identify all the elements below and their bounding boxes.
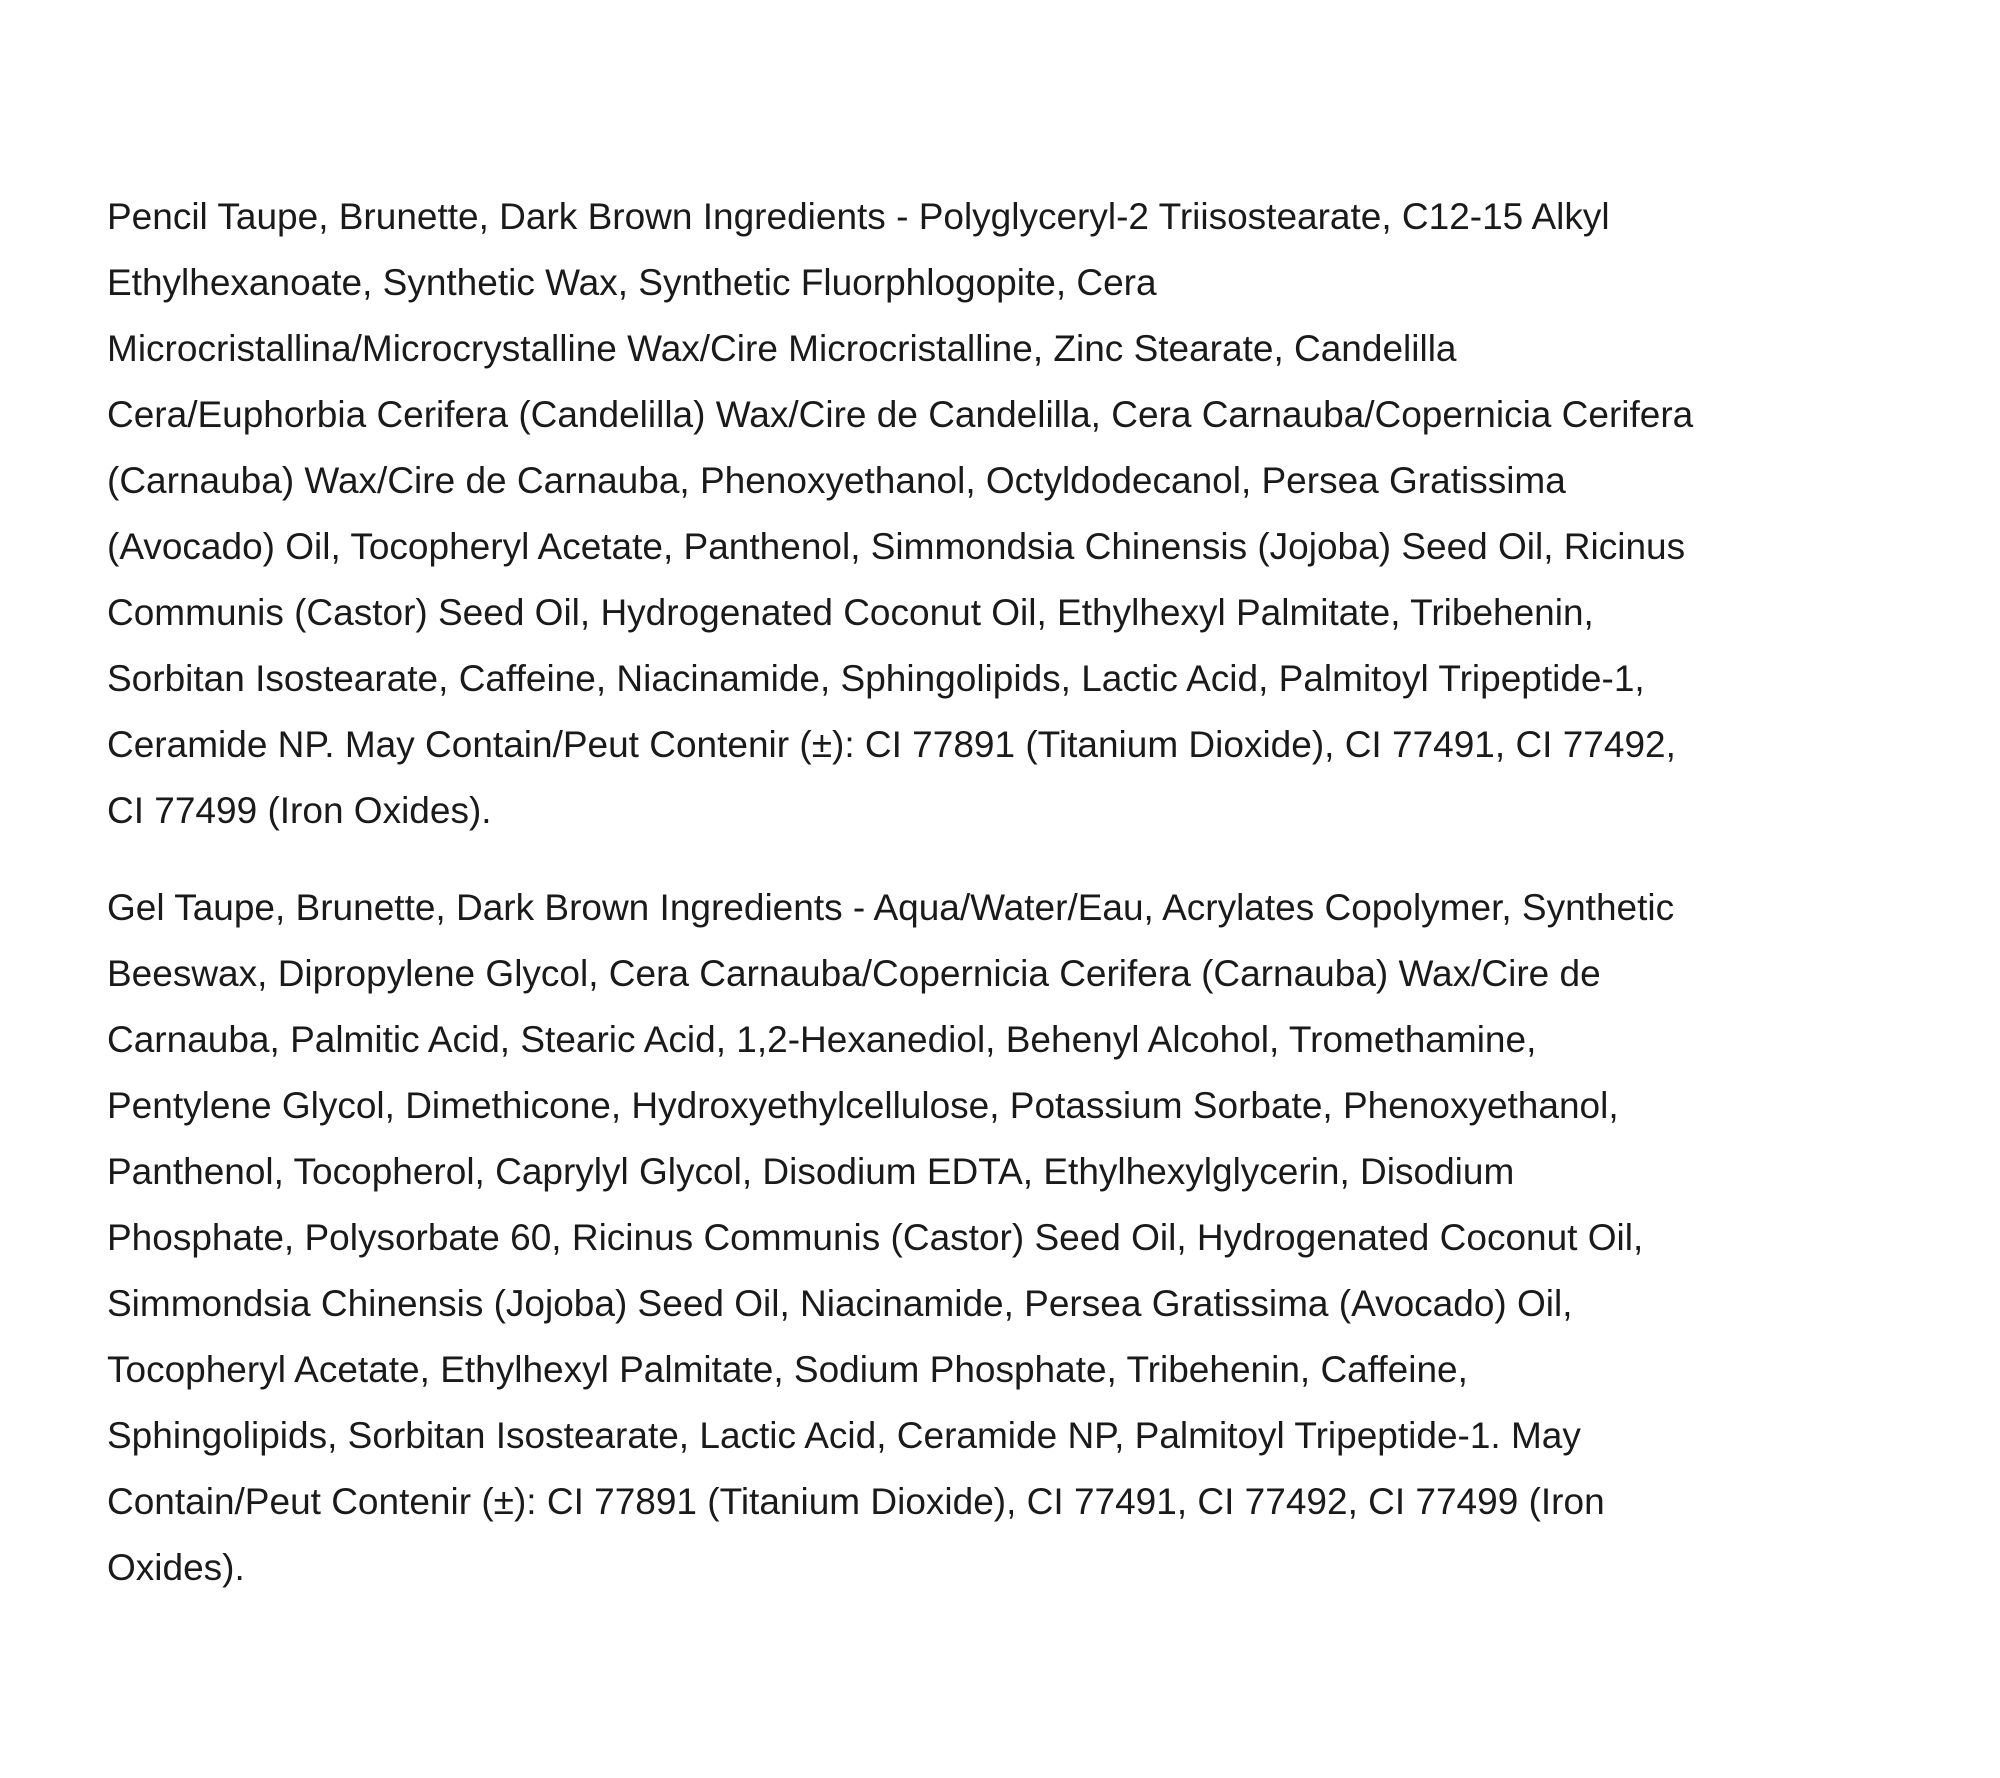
paragraph-line: Carnauba, Palmitic Acid, Stearic Acid, 1,2-Hexanediol, Behenyl Alcohol, Tromethamine, (107, 1019, 1537, 1060)
ingredients-document (107, 184, 1937, 1601)
pencil-ingredients-paragraph (107, 184, 1937, 844)
paragraph-line: Contain/Peut Contenir (±): CI 77891 (Titanium Dioxide), CI 77491, CI 77492, CI 77499 (Iron (107, 1481, 1605, 1522)
paragraph-line: Microcristallina/Microcrystalline Wax/Cire Microcristalline, Zinc Stearate, Candelilla (107, 328, 1457, 369)
paragraph-line: Sphingolipids, Sorbitan Isostearate, Lactic Acid, Ceramide NP, Palmitoyl Tripeptide-1. May (107, 1415, 1581, 1456)
paragraph-line: Panthenol, Tocopherol, Caprylyl Glycol, Disodium EDTA, Ethylhexylglycerin, Disodium (107, 1151, 1515, 1192)
paragraph-line: Phosphate, Polysorbate 60, Ricinus Communis (Castor) Seed Oil, Hydrogenated Coconut Oil, (107, 1217, 1644, 1258)
paragraph-line: Ethylhexanoate, Synthetic Wax, Synthetic Fluorphlogopite, Cera (107, 262, 1157, 303)
paragraph-line: Sorbitan Isostearate, Caffeine, Niacinamide, Sphingolipids, Lactic Acid, Palmitoyl Tripeptide-1, (107, 658, 1645, 699)
paragraph-line: Beeswax, Dipropylene Glycol, Cera Carnauba/Copernicia Cerifera (Carnauba) Wax/Cire de (107, 953, 1601, 994)
paragraph-line: Cera/Euphorbia Cerifera (Candelilla) Wax/Cire de Candelilla, Cera Carnauba/Copernicia Cerifera (107, 394, 1694, 435)
paragraph-line: Tocopheryl Acetate, Ethylhexyl Palmitate, Sodium Phosphate, Tribehenin, Caffeine, (107, 1349, 1468, 1390)
paragraph-line: Oxides). (107, 1547, 245, 1588)
paragraph-line: (Avocado) Oil, Tocopheryl Acetate, Panthenol, Simmondsia Chinensis (Jojoba) Seed Oil, Ricinus (107, 526, 1686, 567)
paragraph-line: Ceramide NP. May Contain/Peut Contenir (±): CI 77891 (Titanium Dioxide), CI 77491, CI 77492, (107, 724, 1676, 765)
paragraph-line: Pencil Taupe, Brunette, Dark Brown Ingredients - Polyglyceryl-2 Triisostearate, C12-15 Alkyl (107, 196, 1610, 237)
paragraph-line: Simmondsia Chinensis (Jojoba) Seed Oil, Niacinamide, Persea Gratissima (Avocado) Oil, (107, 1283, 1573, 1324)
paragraph-line: Gel Taupe, Brunette, Dark Brown Ingredients - Aqua/Water/Eau, Acrylates Copolymer, Synthetic (107, 887, 1675, 928)
paragraph-line: Pentylene Glycol, Dimethicone, Hydroxyethylcellulose, Potassium Sorbate, Phenoxyethanol, (107, 1085, 1619, 1126)
paragraph-line: Communis (Castor) Seed Oil, Hydrogenated Coconut Oil, Ethylhexyl Palmitate, Tribehenin, (107, 592, 1594, 633)
paragraph-line: CI 77499 (Iron Oxides). (107, 790, 492, 831)
paragraph-line: (Carnauba) Wax/Cire de Carnauba, Phenoxyethanol, Octyldodecanol, Persea Gratissima (107, 460, 1566, 501)
gel-ingredients-paragraph (107, 875, 1937, 1601)
